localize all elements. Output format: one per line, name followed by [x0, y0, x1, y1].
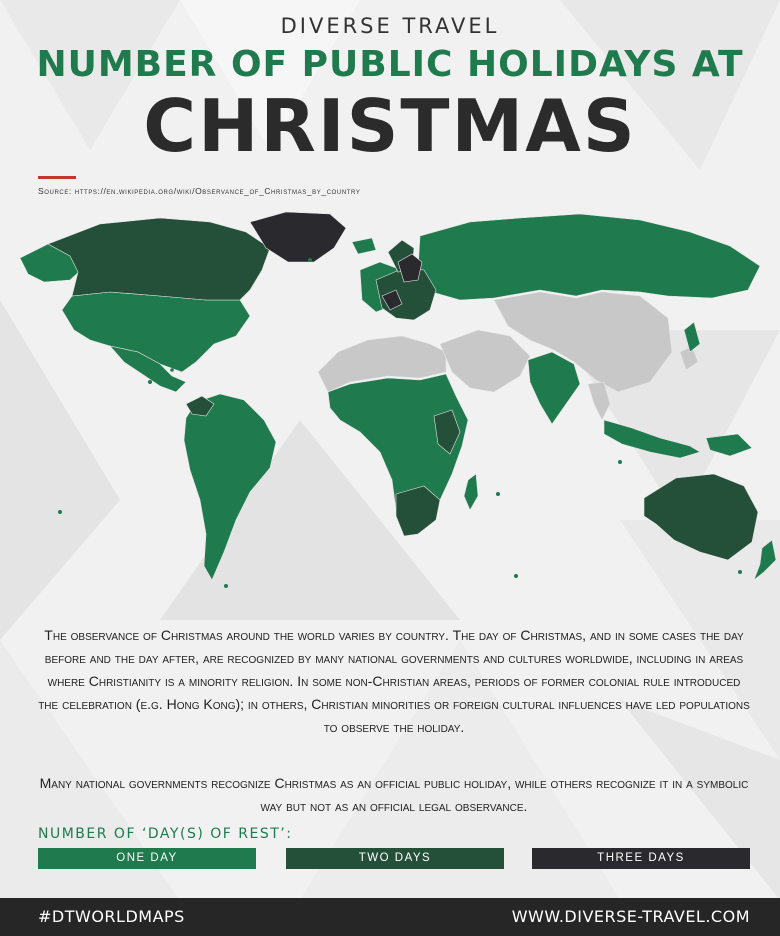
description-paragraph-2: Many national governments recognize Christmas as an official public holiday, while others recognize it in a symbolic way but not as an official legal observance. — [39, 775, 749, 814]
legend-item-one-day: ONE DAY — [38, 848, 256, 869]
brand-name: DIVERSE TRAVEL — [280, 14, 500, 38]
accent-divider — [38, 176, 76, 179]
page-title: NUMBER OF PUBLIC HOLIDAYS AT — [36, 44, 744, 85]
world-map — [0, 205, 780, 605]
footer-bar — [0, 898, 780, 936]
legend-title: NUMBER OF ‘DAY(S) OF REST’: — [38, 826, 293, 842]
footer-website-link[interactable]: WWW.DIVERSE-TRAVEL.COM — [511, 907, 750, 926]
page-subtitle: CHRISTMAS — [143, 84, 637, 168]
legend-item-three-days: THREE DAYS — [532, 848, 750, 869]
source-citation: Source: https://en.wikipedia.org/wiki/Observance_of_Christmas_by_country — [38, 186, 361, 196]
legend-item-two-days: TWO DAYS — [286, 848, 504, 869]
footer-hashtag: #DTWORLDMAPS — [38, 907, 185, 926]
description-paragraph-1: The observance of Christmas around the world varies by country. The day of Christmas, and in some cases the day before and the day after, are recognized by many national governments and cultures worldwide, including in areas where Christianity is a minority religion. In some non-Christian areas, periods of former colonial rule introduced the celebration (e.g. Hong Kong); in others, Christian minorities or foreign cultural influences have led populations to observe the holiday. — [38, 627, 750, 735]
